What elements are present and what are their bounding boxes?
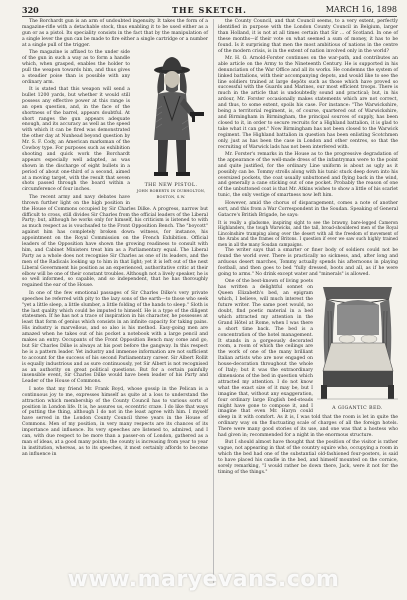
- publication-title: THE SKETCH.: [172, 5, 247, 15]
- figure-caption: A GIGANTIC BED.: [332, 406, 383, 412]
- cowboy-marksman-engraving: [134, 50, 208, 182]
- figure-caption: THE NEW PISTOL.: [144, 183, 198, 189]
- paragraph: In one of the few emotional passages of Sir Charles Dilke's very private speeches he referred with pity to the lazy sons of the earth—to those who seek "yet a little sleep, a little slumber, a little folding of the hands to sleep." Sloth is the last quality which could be imputed to himself. He is a type of the diligent statesmen. If he has not a trace of inspiration in his character, he possesses at least that form of genius which consists in an infinite capacity for taking pains. His industry is marvellous, and so also is his method. Easy-going men are amazed when he takes out of his pocket a notebook with a large pencil and makes an entry. Occupants of the Front Opposition Bench may come and go, but Sir Charles Dilke is always at his post before the gangway. In this respect he is a pattern leader. Yet industry and immense information are not sufficient to account for the success of his second Parliamentary career. Sir Albert Rollit is equally industrious and as sure continuously, yet Sir Albert is not recognised as an authority on great political questions. But for a certain painfully insensible event, Sir Charles Dilke would have been leader of his Party and Leader of the House of Commons.: [22, 290, 208, 385]
- page-header: [22, 4, 397, 16]
- paragraph: The writer says that a smarter or finer body of soldiers could not be found the world over. There is practically no sickness, and, after long and arduous desert marches, Tommy actually spends his afternoons in playing football, and then goes to bed "fully dressed, boots and all, as if he were going to arms." No drink except water and "minerals" is allowed.: [218, 248, 398, 278]
- left-column: [22, 19, 208, 459]
- paragraph: One of the best-known of living poets has written a delightful sonnet on Queen Elizabeth's bed, an epigram which, I believe, will much interest the future writer. The same poet would, no doubt, find poetic material in a bed which attracted my attention in the Grand Hôtel at Rome, when I was there a short time back. The bed is a concentration of the hotel management. It stands in a gorgeously decorated room, a room of which the ceilings are the work of one of the many brilliant Italian artists who are now engaged on house-decoration throughout the whole of Italy; but it was the extraordinary dimensions of the bed in question which attracted my attention. I do not know what the exact size of it may be, but I imagine that, without any exaggeration, four ordinary large English bed-steads might have gone to compose it, and I imagine that even Mr. Haryn could sleep in it with comfort. As it is, I was told that the room is let in quite the ordinary way on the fluctuating scale of charges of all the foreign hotels. There were many good stories of its use, and one was that a hostess who had given in; recommended for a night in the enormous structure.: [218, 279, 398, 439]
- paragraph: Mr. H. O. Arnold-Forster continues on the war-path, and contributes an able article on the Army to the Nineteenth Century. He is supported in his denunciation of the War Office and all its works. He condemns the system of linked battalions, with their accompanying depots, and would like to see the line soldiers trained at large depôts such as those which have proved so successful with the Guards and Marines, our most efficient troops. There is much in the article that is undoubtedly sound and practical; but, in his ardour, Mr. Forster occasionally makes statements which are not correct, and thus, to some extent, spoils his case. For instance: "The Warwickshire, being a territorial regiment, is, of course, quartered out of Warwickshire, and Birmingham in Birmingham, the principal sources of supply, has been closed to it, in order to secure recruits for a Highland battalion, it is glad to take what it can get." Now Birmingham has not been closed to the Warwick regiment. The Highland battalion in question has been enlisting Scotchmen only, just as has been the case in London and other centres, so that the recruiting of Warwick lads has not been interfered with.: [218, 55, 398, 150]
- issue-date: MARCH 16, 1898: [325, 5, 397, 14]
- paragraph: Mr. Forster's remarks in the House as to the progressive degradation of the appearance of the well-made dress of the infantryman were to the point and quite justified, for the ordinary Line uniform is about as ugly as it possibly can be. Tommy strolls along with his tunic stuck deep down into his oversized pockets, the coat usually unbuttoned and flying back in the wind, and generally a cane sticking out of one pocket. Probably the reason of one of the unbuttoned coat is that Mr. Atkins wishes to show a little of his scarlet tunic, the only vestige of smartness now left him.: [218, 151, 398, 199]
- paragraph: The magazine is affixed to the under side of the gun in such a way as to form a handle which, when grasped, enables the holder to pull the weapon towards him, and thus gives a steadier poise than is possible with any ordinary arm.: [22, 50, 130, 85]
- right-column: [218, 19, 398, 477]
- paragraph: The recent army and navy debates have thrown further light on the high position in the House of Commons occupied by Sir Charles Dilke. A progress, narrow but difficult to cross, still divides Sir Charles from the official leaders of the Liberal Party; but, although he works only for himself, his criticism is listened to with as much respect as is vouchsafed to the Front Opposition Bench. The "boycott" against him has completely broken down: witness, for instance, his appointment on the Royal Commission on the French Exhibition. Official leaders of the Opposition have shown the growing readiness to consult with him, and Cabinet Ministers treat him as a Parliamentary equal. The Liberal Party as a whole does not recognise Sir Charles as one of its leaders, and the men of the Radicals looking up to him in that light; yet it is left out of the next Liberal Government his position as an experienced, authoritative critic at their elbow will be one of their constant troubles. Although not a lively speaker, he is so well informed, so capable, and so independent, that he has thoroughly regained the ear of the House.: [22, 194, 208, 289]
- watermark: www.maryevans.com: [67, 567, 340, 592]
- pistol-illustration: [134, 50, 208, 182]
- bed-illustration: [317, 281, 398, 405]
- pistol-figure: [134, 50, 208, 201]
- gigantic-bed-engraving: [317, 281, 398, 405]
- paragraph: the County Council, and that Council seems, to a very extent, perfectly identified in purpose with the London County Council in Belgium, larger than Holland, it is not at all times certain that Sir ... of Scotland. In one of these months—if their vote on what seemed a sum of money, it has to be found. Is it surprising that men the most ambitious of nations in the centre of the modern crisis, is in the extent of nation involved only in the world?: [218, 19, 398, 54]
- paragraph: It is stated that this weapon will send a bullet 1200 yards, but whether it would still possess any effective power at this range is an open question, and, in the face of the shortness of the barrel, appears doubtful. At short ranges the gun appears adequate enough, and its accuracy as well as the speed with which it can be fired was demonstrated the other day at Nunhead beyond question by Mr. S. F. Cody, an American marksman of the Cowboy type. For purposes such as exhibition shooting and quick work the Borchardt appears especially well adapted, as was shown in the discharge of eight bullets in a period of about one-third of a second, aimed at a moving target, with the result that seven shots passed through the board within a circumference of four inches.: [22, 86, 130, 193]
- page-number: 320: [22, 5, 39, 15]
- paragraph: However, amid the chorus of disparagement, comes a note of another sort, and this from a War Correspondent in the Soudan. Speaking of General Gatacre's British Brigade, he says:: [218, 200, 398, 218]
- column-divider: [213, 19, 214, 585]
- bed-figure: [317, 281, 398, 412]
- block-quote: It is really a gladsome, inspiring sight to see the brawny, bare-legged Cameron Highlanders, the tough Warwicks, and the tall, broad-shouldered men of the Royal Lincolnshire tramping along over the desert with all the freedom of movement of the Arabs and the frames of Britons. I question if ever we saw such highly trained men in all the many Soudan campaigns.: [218, 219, 398, 247]
- paragraph: But I should almost have thought that the position of the visitor is rather vague, not appearing in that of the country squire who, occupying a room in which the bed had one of the substantial old-fashioned four-posters, is said to have placed his candle in the bed, and himself mounted on the cornice, sorely remarking, "I would rather be down there, Jack, were it not for the timing of the things.": [218, 440, 398, 475]
- paragraph: The Borchardt gun is an arm of undoubted ingenuity. It takes the form of a magazine-rifle with a detachable stock, thus enabling it to be used either as a gun or as a pistol. Its speciality consists in the fact that by the manipulation of a single lever the gun can be made to fire either a single cartridge or a number at a single pull of the trigger.: [22, 19, 208, 48]
- figure-credit: JOHN ROBERTS IN DUBHOLTON, BOSTON, S.W.: [136, 188, 206, 199]
- header-rule: [22, 16, 397, 17]
- paragraph: I note that my friend Mr. Frank Boyd, whose gossip in the Pelican is a continuous joy to me, expresses himself as quite at a loss to understand the attraction which membership of the County Council has to various sorts of position in London life. It is, he assures us, eccentric craze. I do like that ways of putting the thing, although I do not in the least agree with him. I myself have served in the London County Council three years in the House of Commons. Men of my position, in very many respects are its chances of its importance and influence. Its very speeches are listened to, admired, and I can, with due respect to be more than a passer-on of London, gathered as a man of ideas, at a good many points; the county is increasing from year to year in institution, whereas, as to its speeches, it most certainly affords to become an influence in: [22, 386, 208, 457]
